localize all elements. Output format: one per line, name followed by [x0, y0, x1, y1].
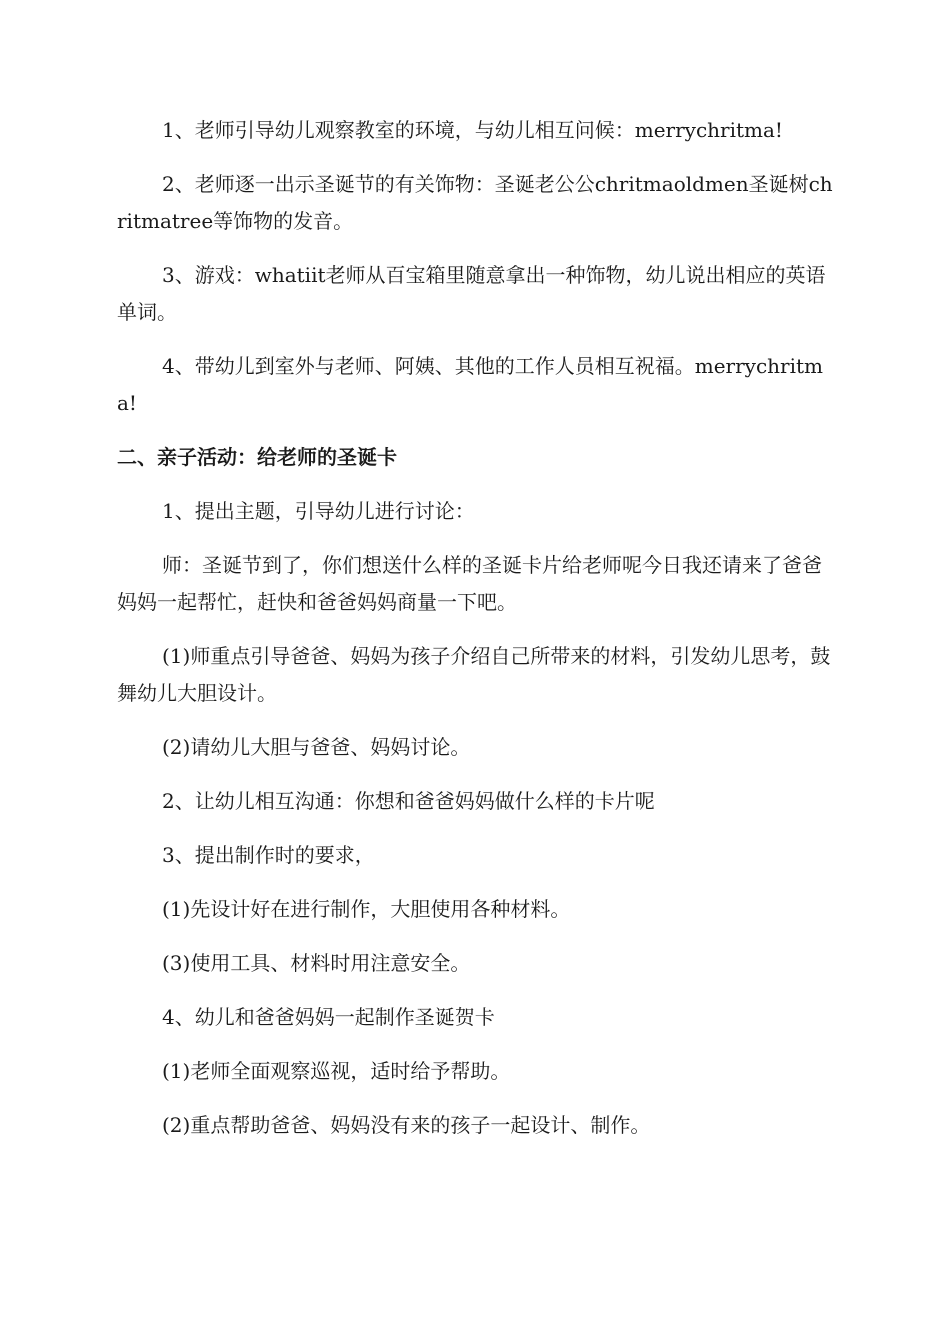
paragraph-3: 3、游戏：whatiit老师从百宝箱里随意拿出一种饰物，幼儿说出相应的英语单词。 [117, 263, 826, 324]
paragraph-10: 3、提出制作时的要求， [162, 843, 375, 867]
document-body [117, 112, 833, 1161]
paragraph-12: (3)使用工具、材料时用注意安全。 [162, 951, 471, 975]
paragraph-14: (1)老师全面观察巡视，适时给予帮助。 [162, 1059, 511, 1083]
paragraph-6: 师：圣诞节到了，你们想送什么样的圣诞卡片给老师呢今日我还请来了爸爸妈妈一起帮忙，赶快和爸爸妈妈商量一下吧。 [117, 553, 822, 614]
paragraph-4: 4、带幼儿到室外与老师、阿姨、其他的工作人员相互祝福。merrychritma! [117, 354, 823, 415]
paragraph-2: 2、老师逐一出示圣诞节的有关饰物：圣诞老公公chritmaoldmen圣诞树chritmatree等饰物的发音。 [117, 172, 833, 233]
paragraph-5: 1、提出主题，引导幼儿进行讨论： [162, 499, 475, 523]
paragraph-1: 1、老师引导幼儿观察教室的环境，与幼儿相互问候：merrychritma! [162, 118, 783, 142]
paragraph-15: (2)重点帮助爸爸、妈妈没有来的孩子一起设计、制作。 [162, 1113, 651, 1137]
paragraph-9: 2、让幼儿相互沟通：你想和爸爸妈妈做什么样的卡片呢 [162, 789, 655, 813]
paragraph-11: (1)先设计好在进行制作，大胆使用各种材料。 [162, 897, 571, 921]
paragraph-7: (1)师重点引导爸爸、妈妈为孩子介绍自己所带来的材料，引发幼儿思考，鼓舞幼儿大胆设计。 [117, 644, 831, 705]
section-heading: 二、亲子活动：给老师的圣诞卡 [117, 445, 397, 469]
paragraph-13: 4、幼儿和爸爸妈妈一起制作圣诞贺卡 [162, 1005, 495, 1029]
paragraph-8: (2)请幼儿大胆与爸爸、妈妈讨论。 [162, 735, 471, 759]
